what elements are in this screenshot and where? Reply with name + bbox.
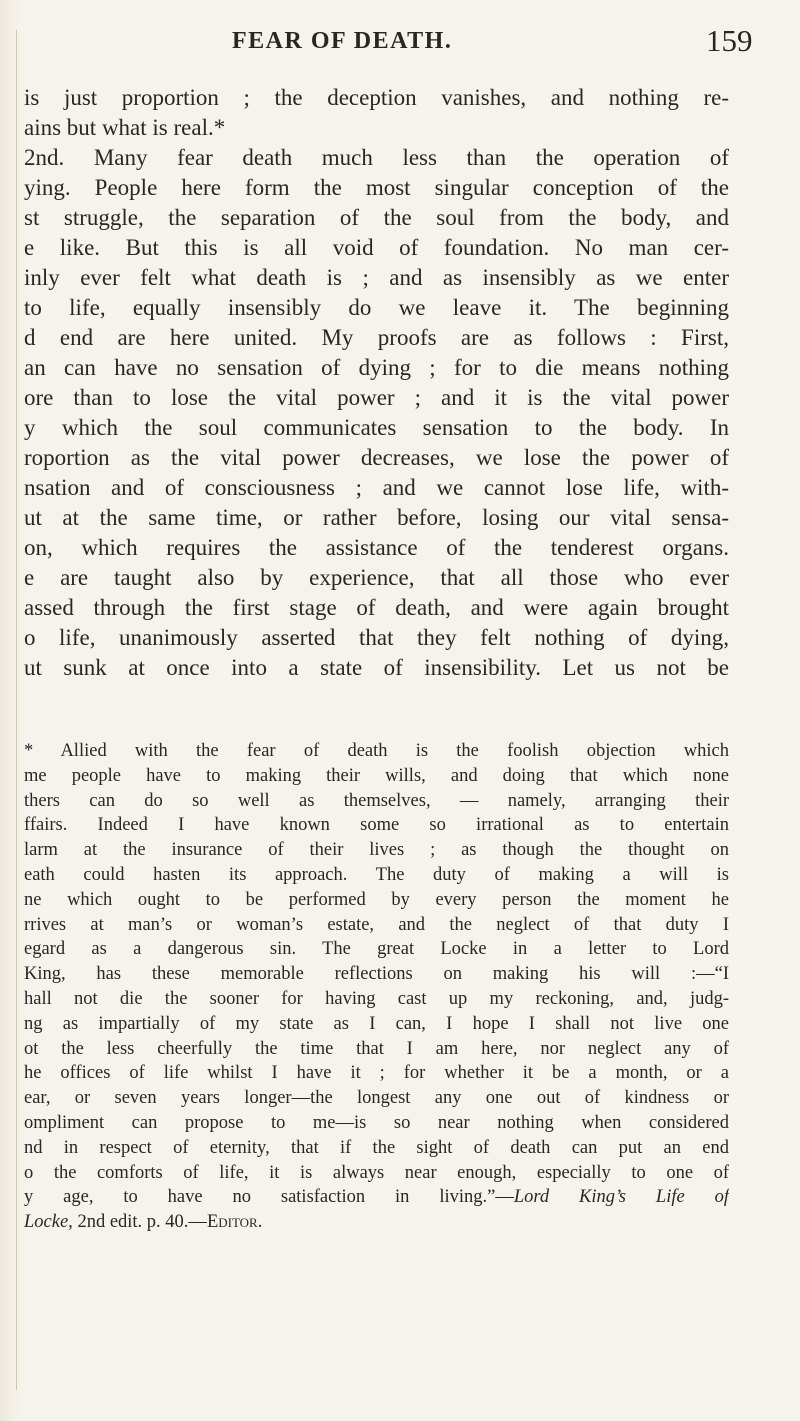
citation-edition: 2nd edit. p. 40.— xyxy=(72,1212,207,1233)
text-line: d end are here united. My proofs are as follows : First, xyxy=(24,325,729,350)
footnote-line: nd in respect of eternity, that if the sight of death can put an end xyxy=(24,1137,729,1158)
footnote-line: he offices of life whilst I have it ; for whether it be a month, or a xyxy=(24,1063,729,1084)
footnote-line: ear, or seven years longer—the longest any one out of kindness or xyxy=(24,1088,729,1109)
text-line: ains but what is real.* xyxy=(24,115,226,140)
main-text-block xyxy=(24,83,729,683)
citation-title-continued: Locke, xyxy=(24,1212,73,1233)
footnote-line: ng as impartially of my state as I can, I hope I shall not live one xyxy=(24,1013,729,1034)
text-line: on, which requires the assistance of the tenderest organs. xyxy=(24,535,729,560)
binding-edge-line xyxy=(16,30,17,1390)
footnote-line: eath could hasten its approach. The duty of making a will is xyxy=(24,864,729,885)
text-line: o life, unanimously asserted that they felt nothing of dying, xyxy=(24,625,729,650)
text-line: ore than to lose the vital power ; and it is the vital power xyxy=(24,385,729,410)
footnote-line: me people have to making their wills, and doing that which none xyxy=(24,765,729,786)
text-line: an can have no sensation of dying ; for to die means nothing xyxy=(24,355,729,380)
footnote-line: ffairs. Indeed I have known some so irrational as to entertain xyxy=(24,815,729,836)
text-line: st struggle, the separation of the soul from the body, and xyxy=(24,205,729,230)
footnote-line: ompliment can propose to me—is so near nothing when considered xyxy=(24,1112,729,1133)
running-title: FEAR OF DEATH. xyxy=(232,28,453,54)
text-line: ut at the same time, or rather before, losing our vital sensa- xyxy=(24,505,729,530)
text-line: inly ever felt what death is ; and as insensibly as we enter xyxy=(24,265,729,290)
page-number: 159 xyxy=(706,23,753,58)
footnote-line: thers can do so well as themselves, — namely, arranging their xyxy=(24,790,729,811)
footnote-line: ot the less cheerfully the time that I am here, nor neglect any of xyxy=(24,1038,729,1059)
footnote-line: rrives at man’s or woman’s estate, and the neglect of that duty I xyxy=(24,914,729,935)
footnote-line: o the comforts of life, it is always near enough, especially to one of xyxy=(24,1162,729,1183)
text-line: 2nd. Many fear death much less than the operation of xyxy=(24,145,729,170)
text-line: nsation and of consciousness ; and we cannot lose life, with- xyxy=(24,475,729,500)
text-line: ut sunk at once into a state of insensibility. Let us not be xyxy=(24,655,729,680)
citation-editor: Editor. xyxy=(206,1212,263,1233)
citation-title: Lord King’s Life of xyxy=(513,1187,729,1208)
text-line: is just proportion ; the deception vanishes, and nothing re- xyxy=(24,85,729,110)
footnote-line: * Allied with the fear of death is the foolish objection which xyxy=(24,741,729,761)
footnote-block xyxy=(24,739,729,1235)
text-line: roportion as the vital power decreases, we lose the power of xyxy=(24,445,729,470)
footnote-line: egard as a dangerous sin. The great Locke in a letter to Lord xyxy=(24,939,729,960)
footnote-line-with-citation xyxy=(24,1185,729,1210)
footnote-line-text: y age, to have no satisfaction in living.”— xyxy=(24,1187,514,1208)
footnote-line: hall not die the sooner for having cast up my reckoning, and, judg- xyxy=(24,988,729,1009)
text-line: ying. People here form the most singular conception of the xyxy=(24,175,729,200)
page-gutter xyxy=(0,0,22,1421)
text-line: to life, equally insensibly do we leave it. The beginning xyxy=(24,295,729,320)
text-line: e are taught also by experience, that all those who ever xyxy=(24,565,729,590)
text-line: y which the soul communicates sensation to the body. In xyxy=(24,415,729,440)
running-head xyxy=(0,23,800,68)
footnote-citation-line xyxy=(24,1210,729,1235)
footnote-line: ne which ought to be performed by every person the moment he xyxy=(24,889,729,910)
text-line: assed through the first stage of death, and were again brought xyxy=(24,595,729,620)
text-line: e like. But this is all void of foundation. No man cer- xyxy=(24,235,729,260)
footnote-line: King, has these memorable reflections on making his will :—“I xyxy=(24,964,729,985)
footnote-line: larm at the insurance of their lives ; as though the thought on xyxy=(24,840,729,861)
